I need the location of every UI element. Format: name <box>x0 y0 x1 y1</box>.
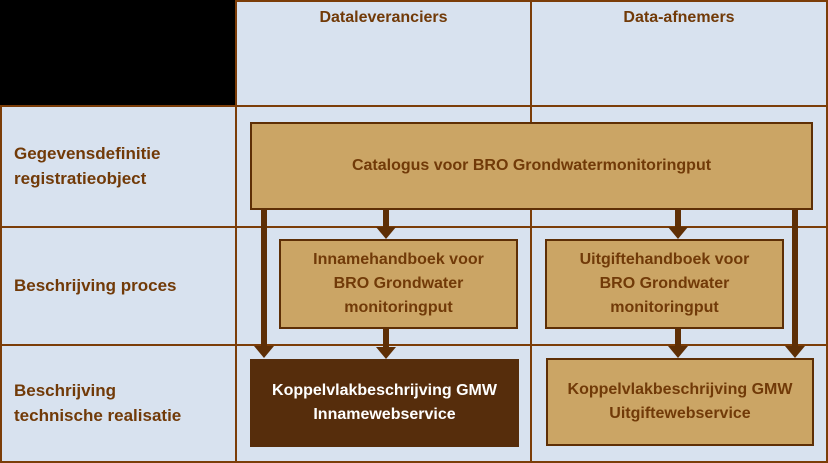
arrow-head-icon <box>254 346 274 358</box>
arrow-shaft <box>792 210 798 346</box>
arrow-catalogus-to-innamehandboek <box>376 210 396 239</box>
arrow-catalogus-to-koppelvlak-inname <box>254 210 274 358</box>
arrow-catalogus-to-uitgiftehandboek <box>668 210 688 239</box>
arrow-head-icon <box>376 227 396 239</box>
arrow-head-icon <box>376 347 396 359</box>
arrow-shaft <box>675 210 681 227</box>
arrow-catalogus-to-koppelvlak-uitgifte <box>785 210 805 358</box>
arrow-head-icon <box>785 346 805 358</box>
arrow-head-icon <box>668 227 688 239</box>
box-koppelvlak-inname: Koppelvlakbeschrijving GMW Innamewebservice <box>250 359 519 447</box>
box-koppelvlak-uitgifte: Koppelvlakbeschrijving GMW Uitgiftewebservice <box>546 358 814 446</box>
column-header-dataleveranciers: Dataleveranciers <box>319 9 448 26</box>
arrow-shaft <box>383 210 389 227</box>
row-header-beschrijving-proces: Beschrijving proces <box>14 275 177 295</box>
corner-cell-black <box>0 0 235 105</box>
arrow-shaft <box>261 210 267 346</box>
row-header-beschrijving-technische-realisatie: Beschrijving technische realisatie <box>14 380 182 425</box>
column-header-data-afnemers: Data-afnemers <box>623 9 735 26</box>
row-header-gegevensdefinitie: Gegevensdefinitie registratieobject <box>14 143 161 188</box>
arrow-head-icon <box>668 346 688 358</box>
box-innamehandboek: Innamehandboek voor BRO Grondwater monitoringput <box>279 239 518 329</box>
box-uitgiftehandboek: Uitgiftehandboek voor BRO Grondwater monitoringput <box>545 239 784 329</box>
box-catalogus: Catalogus voor BRO Grondwatermonitoringput <box>250 122 813 210</box>
